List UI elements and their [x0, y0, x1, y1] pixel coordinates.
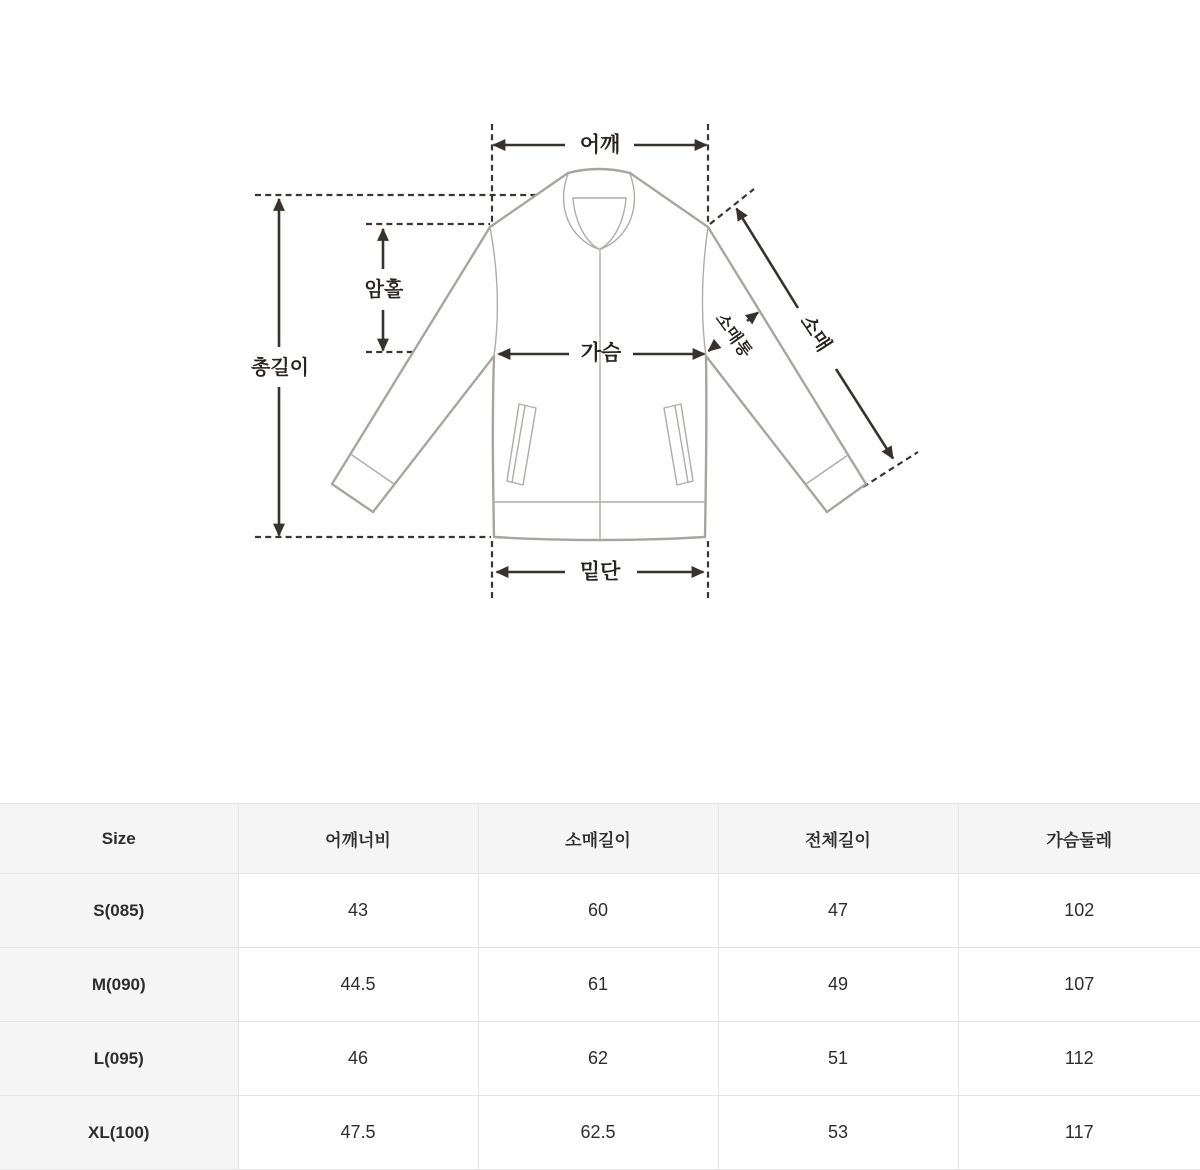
col-header-sleeve-length: 소매길이 [478, 804, 718, 874]
value-cell: 47 [718, 874, 958, 948]
value-cell: 112 [958, 1022, 1200, 1096]
value-cell: 60 [478, 874, 718, 948]
sleeve-width-label: 소매통 [711, 309, 756, 361]
value-cell: 53 [718, 1096, 958, 1170]
size-cell: XL(100) [0, 1096, 238, 1170]
armhole-label: 암홀 [364, 279, 404, 301]
value-cell: 47.5 [238, 1096, 478, 1170]
value-cell: 117 [958, 1096, 1200, 1170]
size-cell: L(095) [0, 1022, 238, 1096]
table-row-m [0, 948, 1200, 1022]
chest-label: 가슴 [580, 341, 622, 365]
value-cell: 46 [238, 1022, 478, 1096]
table-row-s [0, 874, 1200, 948]
value-cell: 102 [958, 874, 1200, 948]
size-table [0, 803, 1200, 1170]
value-cell: 61 [478, 948, 718, 1022]
total-length-label: 총길이 [251, 357, 309, 379]
value-cell: 44.5 [238, 948, 478, 1022]
size-cell: S(085) [0, 874, 238, 948]
size-cell: M(090) [0, 948, 238, 1022]
value-cell: 62.5 [478, 1096, 718, 1170]
size-table-header-row [0, 804, 1200, 874]
table-row-l [0, 1022, 1200, 1096]
col-header-shoulder-width: 어깨너비 [238, 804, 478, 874]
sleeve-label: 소매 [795, 311, 835, 356]
shoulder-label: 어깨 [579, 133, 621, 157]
value-cell: 51 [718, 1022, 958, 1096]
table-row-xl [0, 1096, 1200, 1170]
value-cell: 107 [958, 948, 1200, 1022]
value-cell: 49 [718, 948, 958, 1022]
col-header-size: Size [0, 804, 238, 874]
col-header-total-length: 전체길이 [718, 804, 958, 874]
col-header-chest-circumference: 가슴둘레 [958, 804, 1200, 874]
value-cell: 62 [478, 1022, 718, 1096]
hem-label: 밑단 [579, 560, 621, 584]
value-cell: 43 [238, 874, 478, 948]
